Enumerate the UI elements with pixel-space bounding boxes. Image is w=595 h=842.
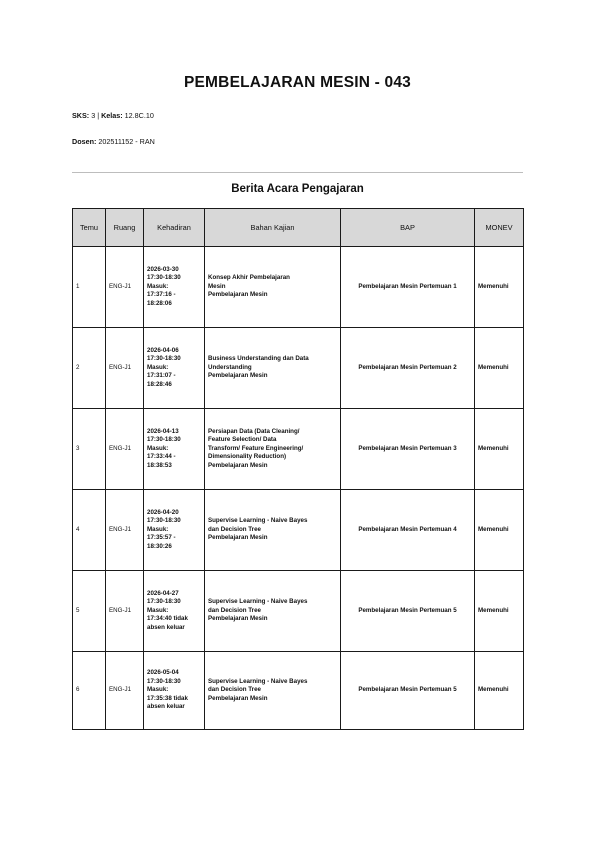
bahan-line: Business Understanding dan Data	[208, 355, 309, 363]
cell-bahan-kajian	[205, 490, 341, 571]
dosen-value: 202511152 - RAN	[98, 137, 155, 146]
bahan-line: Pembelajaran Mesin	[208, 291, 268, 299]
table-row	[73, 571, 524, 652]
cell-kehadiran	[144, 571, 205, 652]
cell-temu: 6	[73, 652, 106, 730]
kehadiran-time-in: 17:35:57 -	[147, 534, 176, 542]
cell-ruang: ENG-J1	[106, 571, 144, 652]
cell-ruang: ENG-J1	[106, 409, 144, 490]
cell-temu: 1	[73, 247, 106, 328]
cell-bahan-kajian	[205, 571, 341, 652]
kehadiran-masuk-label: Masuk:	[147, 282, 169, 290]
kehadiran-schedule: 17:30-18:30	[147, 274, 181, 282]
kehadiran-date: 2026-04-20	[147, 508, 179, 516]
cell-temu: 2	[73, 328, 106, 409]
table-row	[73, 490, 524, 571]
header-ruang: Ruang	[106, 209, 144, 247]
course-meta-dosen	[72, 137, 155, 146]
bahan-line: Konsep Akhir Pembelajaran	[208, 274, 290, 282]
kehadiran-masuk-label: Masuk:	[147, 606, 169, 614]
section-divider	[72, 172, 523, 173]
kehadiran-date: 2026-05-04	[147, 669, 179, 677]
kehadiran-time-in: 17:33:44 -	[147, 453, 176, 461]
section-title: Berita Acara Pengajaran	[231, 183, 364, 195]
kehadiran-date: 2026-04-27	[147, 589, 179, 597]
cell-ruang: ENG-J1	[106, 247, 144, 328]
cell-monev: Memenuhi	[475, 328, 524, 409]
cell-bahan-kajian	[205, 328, 341, 409]
bahan-line: dan Decision Tree	[208, 606, 261, 614]
bahan-line: Understanding	[208, 363, 252, 371]
cell-ruang: ENG-J1	[106, 328, 144, 409]
header-kehadiran: Kehadiran	[144, 209, 205, 247]
kehadiran-time-out: 18:28:06	[147, 299, 172, 307]
cell-bap: Pembelajaran Mesin Pertemuan 5	[341, 571, 475, 652]
bahan-line: Dimensionality Reduction)	[208, 453, 287, 461]
cell-temu: 3	[73, 409, 106, 490]
bahan-line: Pembelajaran Mesin	[208, 461, 268, 469]
kehadiran-schedule: 17:30-18:30	[147, 355, 181, 363]
cell-bahan-kajian	[205, 247, 341, 328]
kehadiran-time-out: absen keluar	[147, 703, 185, 711]
kehadiran-time-in: 17:34:40 tidak	[147, 615, 188, 623]
bahan-line: Pembelajaran Mesin	[208, 372, 268, 380]
bahan-line: Pembelajaran Mesin	[208, 615, 268, 623]
table-row	[73, 652, 524, 730]
cell-kehadiran	[144, 409, 205, 490]
bahan-line: Persiapan Data (Data Cleaning/	[208, 427, 300, 435]
kehadiran-time-out: absen keluar	[147, 623, 185, 631]
header-monev: MONEV	[475, 209, 524, 247]
table-row	[73, 328, 524, 409]
cell-kehadiran	[144, 328, 205, 409]
bahan-line: Pembelajaran Mesin	[208, 694, 268, 702]
bahan-line: Mesin	[208, 282, 226, 290]
table-header-row	[73, 209, 524, 247]
kehadiran-schedule: 17:30-18:30	[147, 598, 181, 606]
kehadiran-masuk-label: Masuk:	[147, 363, 169, 371]
kelas-value: 12.8C.10	[124, 111, 154, 120]
kehadiran-time-out: 18:38:53	[147, 461, 172, 469]
cell-bahan-kajian	[205, 409, 341, 490]
cell-kehadiran	[144, 652, 205, 730]
bahan-line: Supervise Learning - Naive Bayes	[208, 598, 308, 606]
table-row	[73, 247, 524, 328]
kehadiran-masuk-label: Masuk:	[147, 444, 169, 452]
cell-kehadiran	[144, 247, 205, 328]
kehadiran-date: 2026-03-30	[147, 265, 179, 273]
header-bap: BAP	[341, 209, 475, 247]
cell-monev: Memenuhi	[475, 409, 524, 490]
kehadiran-masuk-label: Masuk:	[147, 525, 169, 533]
kehadiran-time-in: 17:35:38 tidak	[147, 694, 188, 702]
cell-monev: Memenuhi	[475, 652, 524, 730]
cell-bap: Pembelajaran Mesin Pertemuan 4	[341, 490, 475, 571]
cell-temu: 4	[73, 490, 106, 571]
kehadiran-schedule: 17:30-18:30	[147, 677, 181, 685]
cell-bap: Pembelajaran Mesin Pertemuan 3	[341, 409, 475, 490]
header-bahan-kajian: Bahan Kajian	[205, 209, 341, 247]
bahan-line: Pembelajaran Mesin	[208, 534, 268, 542]
header-temu: Temu	[73, 209, 106, 247]
bahan-line: Supervise Learning - Naive Bayes	[208, 677, 308, 685]
kehadiran-date: 2026-04-13	[147, 427, 179, 435]
cell-bap: Pembelajaran Mesin Pertemuan 2	[341, 328, 475, 409]
bahan-line: Transform/ Feature Engineering/	[208, 444, 304, 452]
cell-bap: Pembelajaran Mesin Pertemuan 1	[341, 247, 475, 328]
cell-monev: Memenuhi	[475, 571, 524, 652]
bahan-line: dan Decision Tree	[208, 525, 261, 533]
sks-label: SKS:	[72, 111, 90, 120]
kehadiran-time-in: 17:37:16 -	[147, 291, 176, 299]
kehadiran-masuk-label: Masuk:	[147, 686, 169, 694]
cell-bahan-kajian	[205, 652, 341, 730]
cell-ruang: ENG-J1	[106, 490, 144, 571]
bahan-line: dan Decision Tree	[208, 686, 261, 694]
kehadiran-time-out: 18:30:26	[147, 542, 172, 550]
cell-monev: Memenuhi	[475, 247, 524, 328]
course-meta-sks-kelas	[72, 111, 154, 120]
kehadiran-date: 2026-04-06	[147, 346, 179, 354]
dosen-label: Dosen:	[72, 137, 97, 146]
page-title: PEMBELAJARAN MESIN - 043	[183, 74, 411, 91]
cell-bap: Pembelajaran Mesin Pertemuan 5	[341, 652, 475, 730]
cell-monev: Memenuhi	[475, 490, 524, 571]
bahan-line: Supervise Learning - Naive Bayes	[208, 517, 308, 525]
kehadiran-time-out: 18:28:46	[147, 380, 172, 388]
cell-temu: 5	[73, 571, 106, 652]
kehadiran-schedule: 17:30-18:30	[147, 517, 181, 525]
kehadiran-schedule: 17:30-18:30	[147, 436, 181, 444]
kelas-label: Kelas:	[101, 111, 123, 120]
cell-ruang: ENG-J1	[106, 652, 144, 730]
meta-separator: |	[97, 111, 100, 120]
teaching-record-table	[72, 208, 524, 730]
table-row	[73, 409, 524, 490]
cell-kehadiran	[144, 490, 205, 571]
sks-value: 3	[91, 111, 96, 120]
kehadiran-time-in: 17:31:07 -	[147, 372, 176, 380]
bahan-line: Feature Selection/ Data	[208, 436, 277, 444]
